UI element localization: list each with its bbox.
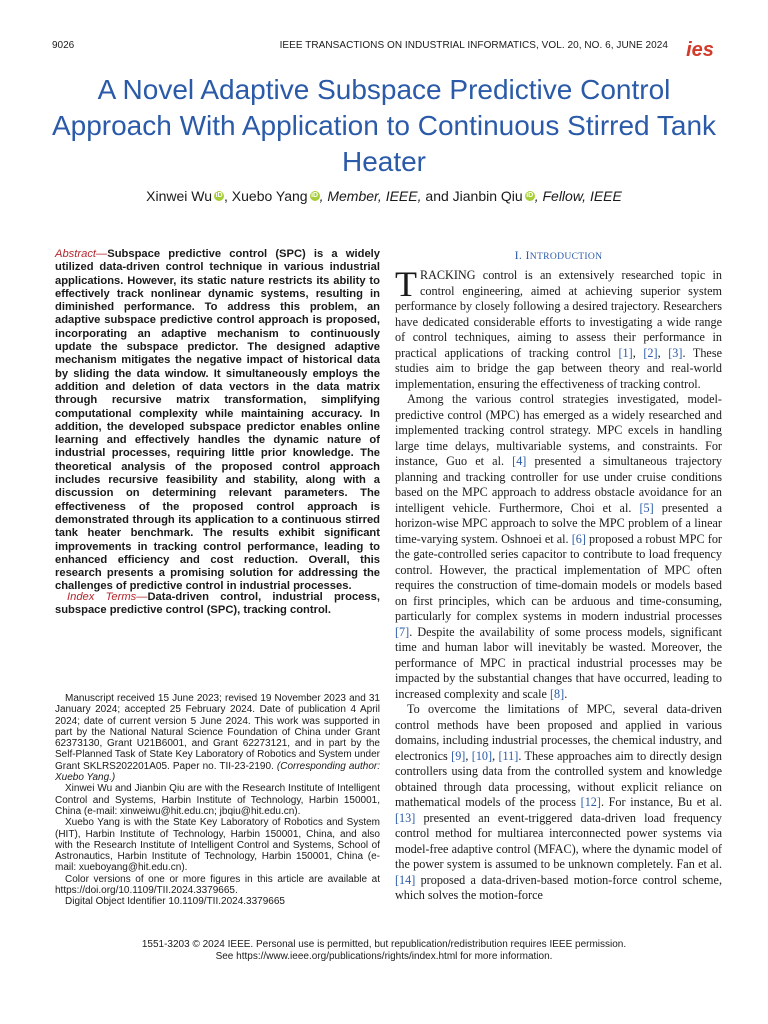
author-name: Xuebo Yang — [231, 188, 308, 204]
footnote-text: Xinwei Wu and Jianbin Qiu are with the Research Institute of Intelligent Control and Systems, Harbin Institute of Technology, Harbin 150001, China (e-mail: xinweiwu@hit.edu.cn; jbqiu@hit.edu.cn). — [55, 783, 380, 817]
paragraph — [395, 392, 722, 702]
paragraph-text: RACKING control is an extensively researched topic in control engineering, aimed at achieving superior system performance by closely following a desired trajectory. Researchers have dedicated considerable efforts to investigating a wide range of control techniques, aiming to assess their performance in practical applications of tracking control — [395, 268, 722, 360]
footnotes — [55, 693, 380, 908]
rights-link-line: See https://www.ieee.org/publications/rights/index.html for more information. — [215, 951, 553, 962]
citation-link[interactable]: [11] — [498, 748, 519, 763]
citation-link[interactable]: [10] — [471, 748, 493, 763]
paragraph-text: proposed a robust MPC for the gate-controlled series capacitor to contribute to load frequency control. However, the practical implementation of MPC often requires the construction of time-domain models or models based on first principles, which can be arduous and time-consuming, particularly for complex systems in modern industrial processes — [395, 531, 722, 623]
citation-link[interactable]: [13] — [395, 810, 416, 825]
author-line — [40, 188, 728, 204]
abstract-label: Abstract — [55, 248, 97, 260]
paragraph-text: presented a horizon-wise MPC approach to solve the MPC problem of a linear time-varying system. Oshnoei et al. — [395, 500, 723, 546]
paragraph-text: , — [492, 748, 499, 763]
logo-text: ies — [686, 39, 714, 61]
copyright-notice — [40, 939, 728, 963]
paragraph-text: . Despite the availability of some process models, significant time and human labor will inevitably be wasted. Moreover, the performance of MPC in practical industrial processes may be impacted by the substantial changes that have occurred, leading to increased complexity and scale — [395, 624, 722, 701]
abstract — [55, 248, 380, 594]
section-numeral: I. — [514, 248, 526, 262]
index-terms-text: Data-driven control, industrial process, subspace predictive control (SPC), tracking control. — [55, 591, 380, 617]
abstract-dash: — — [96, 248, 108, 260]
abstract-text: Subspace predictive control (SPC) is a widely utilized data-driven control technique in various industrial applications. However, its static nature restricts its ability to effectively track nonlinear dynamic systems, resulting in diminished performance. To address this problem, an adaptive subspace predictive control approach is proposed, incorporating an adaptive mechanism to continuously update the subspace predictor. The designed adaptive mechanism mitigates the negative impact of historical data by sliding the data window. It simultaneously employs the addition and deletion of data vectors in the data matrix through recursive matrix transformation, simplifying computational complexity while maintaining accuracy. In addition, the developed subspace predictor enables online learning and effectively handles the dynamic nature of industrial processes, requiring little prior knowledge. The theoretical analysis of the proposed control approach includes recursive feasibility and stability, along with a discussion on determining relevant parameters. The effectiveness of the proposed control approach is demonstrated through its application to a continuous stirred tank heater benchmark. The results exhibit significant improvements in tracking control performance, leading to enhanced efficiency and cost reduction. Overall, this research presents a promising solution for addressing the challenges of predictive control in industrial processes. — [55, 248, 380, 593]
paragraph — [395, 702, 722, 904]
paper-title: A Novel Adaptive Subspace Predictive Control Approach With Application to Continuous Stirred Tank Heater — [51, 74, 717, 177]
footnote-doi — [55, 896, 380, 907]
footnote-text: Digital Object Identifier 10.1109/TII.2024.3379665 — [65, 896, 285, 908]
footnote-text: Xuebo Yang is with the State Key Laboratory of Robotics and System (HIT), Harbin Institute of Technology, Harbin 150001, China, and also with the Research Institute of Intelligent Control and Systems, School of Astronautics, Harbin Institute of Technology, Harbin 150001, China (e-mail: xueboyang@hit.edu.cn). — [55, 817, 380, 874]
index-terms — [55, 591, 380, 618]
paragraph-text: . — [564, 686, 568, 701]
author-separator: , — [224, 188, 232, 204]
copyright-line: 1551-3203 © 2024 IEEE. Personal use is permitted, but republication/redistribution requires IEEE permission. — [141, 939, 627, 950]
orcid-icon[interactable]: iD — [215, 192, 223, 199]
author-conjunction: and — [421, 188, 453, 204]
author-role: , Fellow, IEEE — [534, 188, 622, 204]
citation-link[interactable]: [6] — [571, 531, 586, 546]
citation-link[interactable]: [1] — [618, 345, 633, 360]
body-text — [395, 264, 723, 904]
orcid-icon[interactable]: iD — [311, 192, 319, 199]
section-heading — [395, 248, 722, 263]
drop-cap: T — [395, 264, 417, 304]
citation-link[interactable]: [8] — [550, 686, 565, 701]
paragraph-text: . These studies aim to bridge the gap between theory and real-world implementation, ensuring the effectiveness of tracking control. — [395, 345, 722, 391]
paragraph-text: presented a simultaneous trajectory planning and tracking controller for use under cruise conditions based on the MPC approach to address obstacle avoidance for an intelligent vehicle. Furthermore, Choi et al. — [395, 454, 722, 515]
author-name: Xinwei Wu — [146, 188, 213, 204]
section-first-letter: I — [525, 248, 530, 262]
paragraph-text: , — [657, 345, 669, 360]
paragraph-text: Among the various control strategies investigated, model-predictive control (MPC) has emerged as a widely researched and implemented tracking control strategy. MPC excels in handling large time delays, multivariable systems, and constraints. For instance, Guo et al. — [395, 392, 722, 468]
paragraph-text: . For instance, Bu et al. — [600, 795, 722, 809]
footnote-corresponding: (Corresponding author: Xuebo Yang.) — [55, 760, 381, 784]
footnote-manuscript — [55, 693, 380, 783]
citation-link[interactable]: [4] — [512, 454, 527, 468]
footnote-text: Manuscript received 15 June 2023; revised 19 November 2023 and 31 January 2024; accepted 25 February 2024. Date of publication 4 April 2024; date of current version 5 June 2024. This work was supported in part by the National Natural Science Foundation of China under Grant 62373130, Grant U21B6001, and Grant 62273121, and in part by the Self-Planned Task of State Key Laboratory of Robotics and System under Grant SKLRS202201A05. Paper no. TII-23-2190. — [55, 693, 380, 772]
page-number: 9026 — [52, 40, 75, 51]
footnote-affiliation — [55, 817, 380, 873]
citation-link[interactable]: [14] — [395, 872, 416, 887]
section-title-rest: NTRODUCTION — [529, 251, 603, 262]
footnote-text: Color versions of one or more figures in this article are available at https://doi.org/10.1109/TII.2024.3379665. — [55, 873, 380, 897]
citation-link[interactable]: [7] — [395, 624, 410, 639]
journal-header: IEEE TRANSACTIONS ON INDUSTRIAL INFORMATICS, VOL. 20, NO. 6, JUNE 2024 — [279, 40, 668, 51]
paragraph-text: proposed a data-driven-based motion-force control scheme, which solves the motion-force — [395, 872, 722, 902]
footnote-affiliation — [55, 783, 380, 817]
paragraph-text: , — [632, 345, 644, 360]
paragraph-text: To overcome the limitations of MPC, several data-driven control methods have been proposed and applied in various domains, including industrial processes, the chemical industry, and electronics — [395, 702, 722, 763]
citation-link[interactable]: [9] — [451, 748, 466, 763]
ies-logo-icon — [680, 37, 720, 61]
citation-link[interactable]: [2] — [643, 345, 658, 360]
index-terms-dash: — — [136, 591, 148, 603]
index-terms-label: Index Terms — [67, 591, 137, 603]
citation-link[interactable]: [3] — [668, 345, 683, 360]
paragraph — [395, 264, 722, 392]
paragraph-text: , — [465, 748, 472, 763]
paragraph-text: presented an event-triggered data-driven load frequency control method for multiarea interconnected power systems via model-free adaptive control (MFAC), where the dynamic model of the power system is assumed to be unknown completely. Fan et al. — [395, 810, 722, 871]
footnote-color-note — [55, 874, 380, 897]
orcid-icon[interactable]: iD — [526, 192, 534, 199]
author-name: Jianbin Qiu — [452, 188, 523, 204]
citation-link[interactable]: [12] — [580, 795, 601, 809]
citation-link[interactable]: [5] — [639, 500, 654, 515]
author-role: , Member, IEEE, — [319, 188, 422, 204]
paragraph-text: . These approaches aim to directly design controllers using data from the controlled system and knowledge obtained through data processing, without explicit reliance on mathematical models of the process — [395, 748, 722, 809]
